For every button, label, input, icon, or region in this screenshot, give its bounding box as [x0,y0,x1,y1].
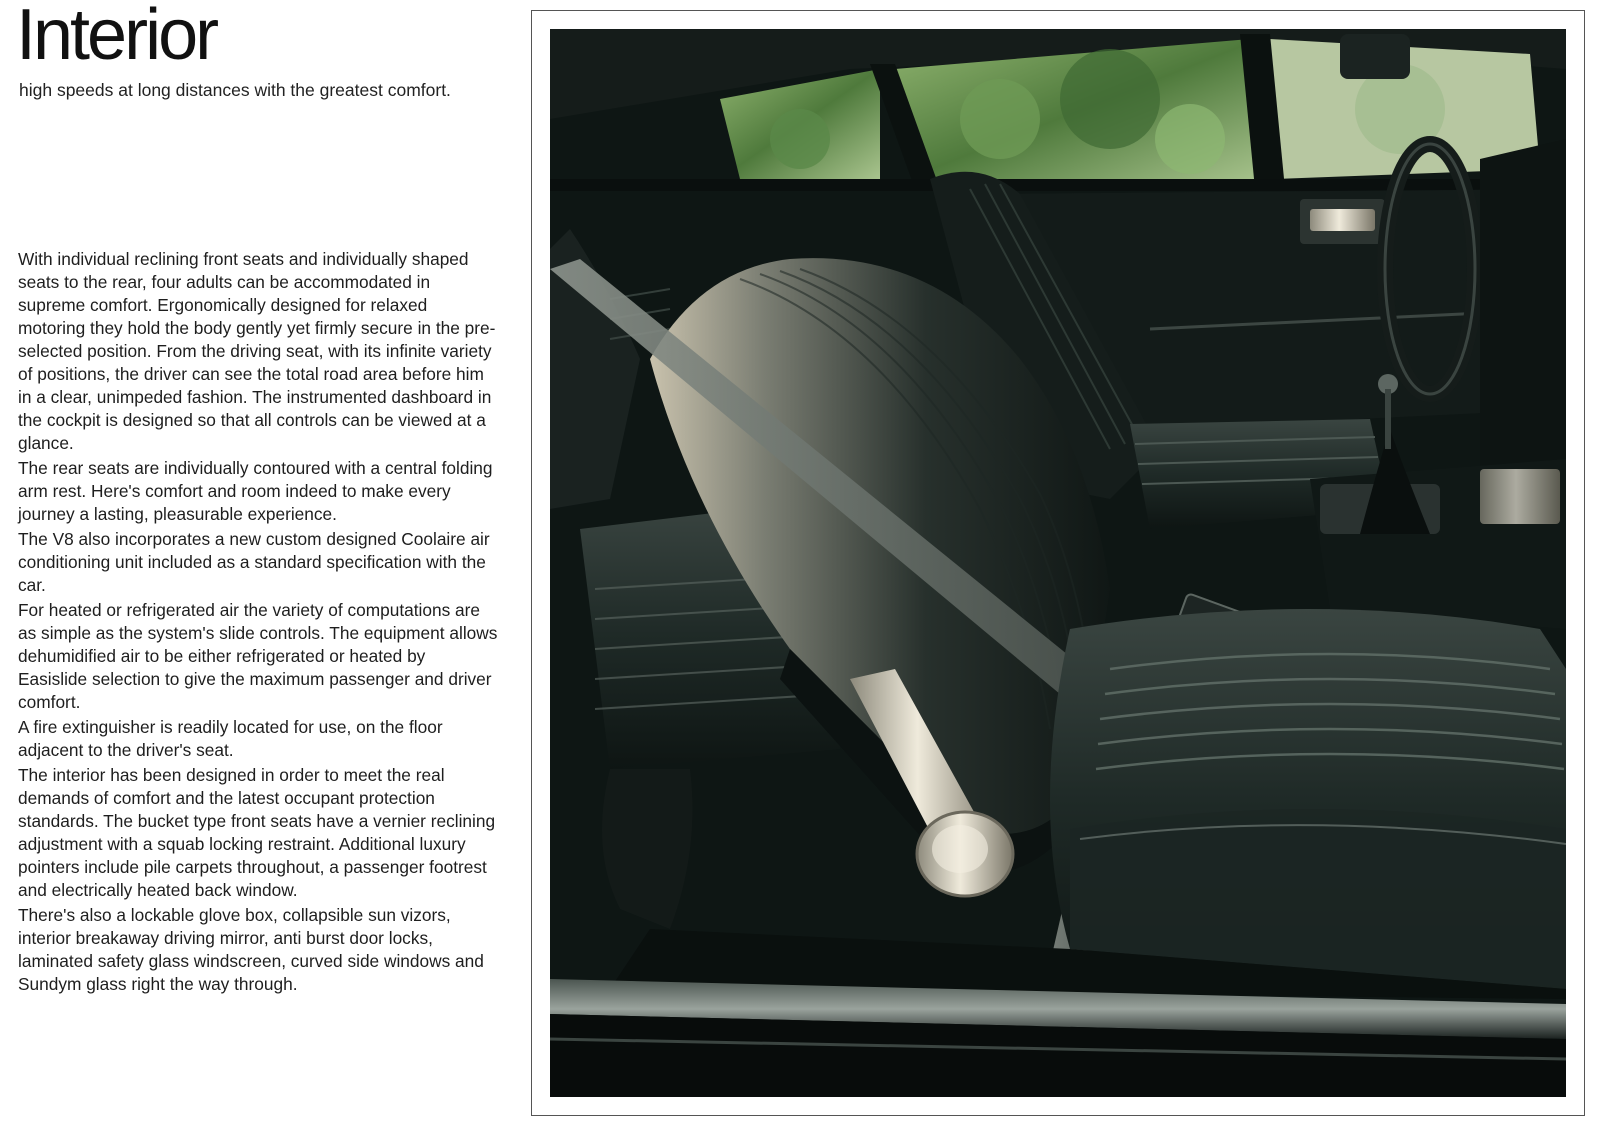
body-copy [18,248,498,998]
page-heading: Interior [16,0,217,75]
body-paragraph: A fire extinguisher is readily located for use, on the floor adjacent to the driver's seat. [18,717,443,760]
body-paragraph: There's also a lockable glove box, collapsible sun vizors, interior breakaway driving mirror, anti burst door locks, laminated safety glass windscreen, curved side windows and Sundym glass right the way through. [18,905,484,994]
body-paragraph: With individual reclining front seats and individually shaped seats to the rear, four adults can be accommodated in supreme comfort. Ergonomically designed for relaxed motoring they hold the body gently yet firmly secure in the pre-selected position. From the driving seat, with its infinite variety of positions, the driver can see the total road area before him in a clear, unimpeded fashion. The instrumented dashboard in the cockpit is designed so that all controls can be viewed at a glance. [18,249,496,453]
intro-text: high speeds at long distances with the greatest comfort. [19,80,451,100]
car-interior-illustration [550,29,1566,1097]
body-paragraph: For heated or refrigerated air the variety of computations are as simple as the system's slide controls. The equipment allows dehumidified air to be either refrigerated or heated by Easislide selection to give the maximum passenger and driver comfort. [18,600,498,712]
body-paragraph: The rear seats are individually contoured with a central folding arm rest. Here's comfort and room indeed to make every journey a lasting, pleasurable experience. [18,458,493,524]
body-paragraph: The interior has been designed in order to meet the real demands of comfort and the latest occupant protection standards. The bucket type front seats have a vernier reclining adjustment with a squab locking restraint. Additional luxury pointers include pile carpets throughout, a passenger footrest and electrically heated back window. [18,765,496,900]
interior-photo [550,29,1566,1097]
body-paragraph: The V8 also incorporates a new custom designed Coolaire air conditioning unit included as a standard specification with the car. [18,529,490,595]
